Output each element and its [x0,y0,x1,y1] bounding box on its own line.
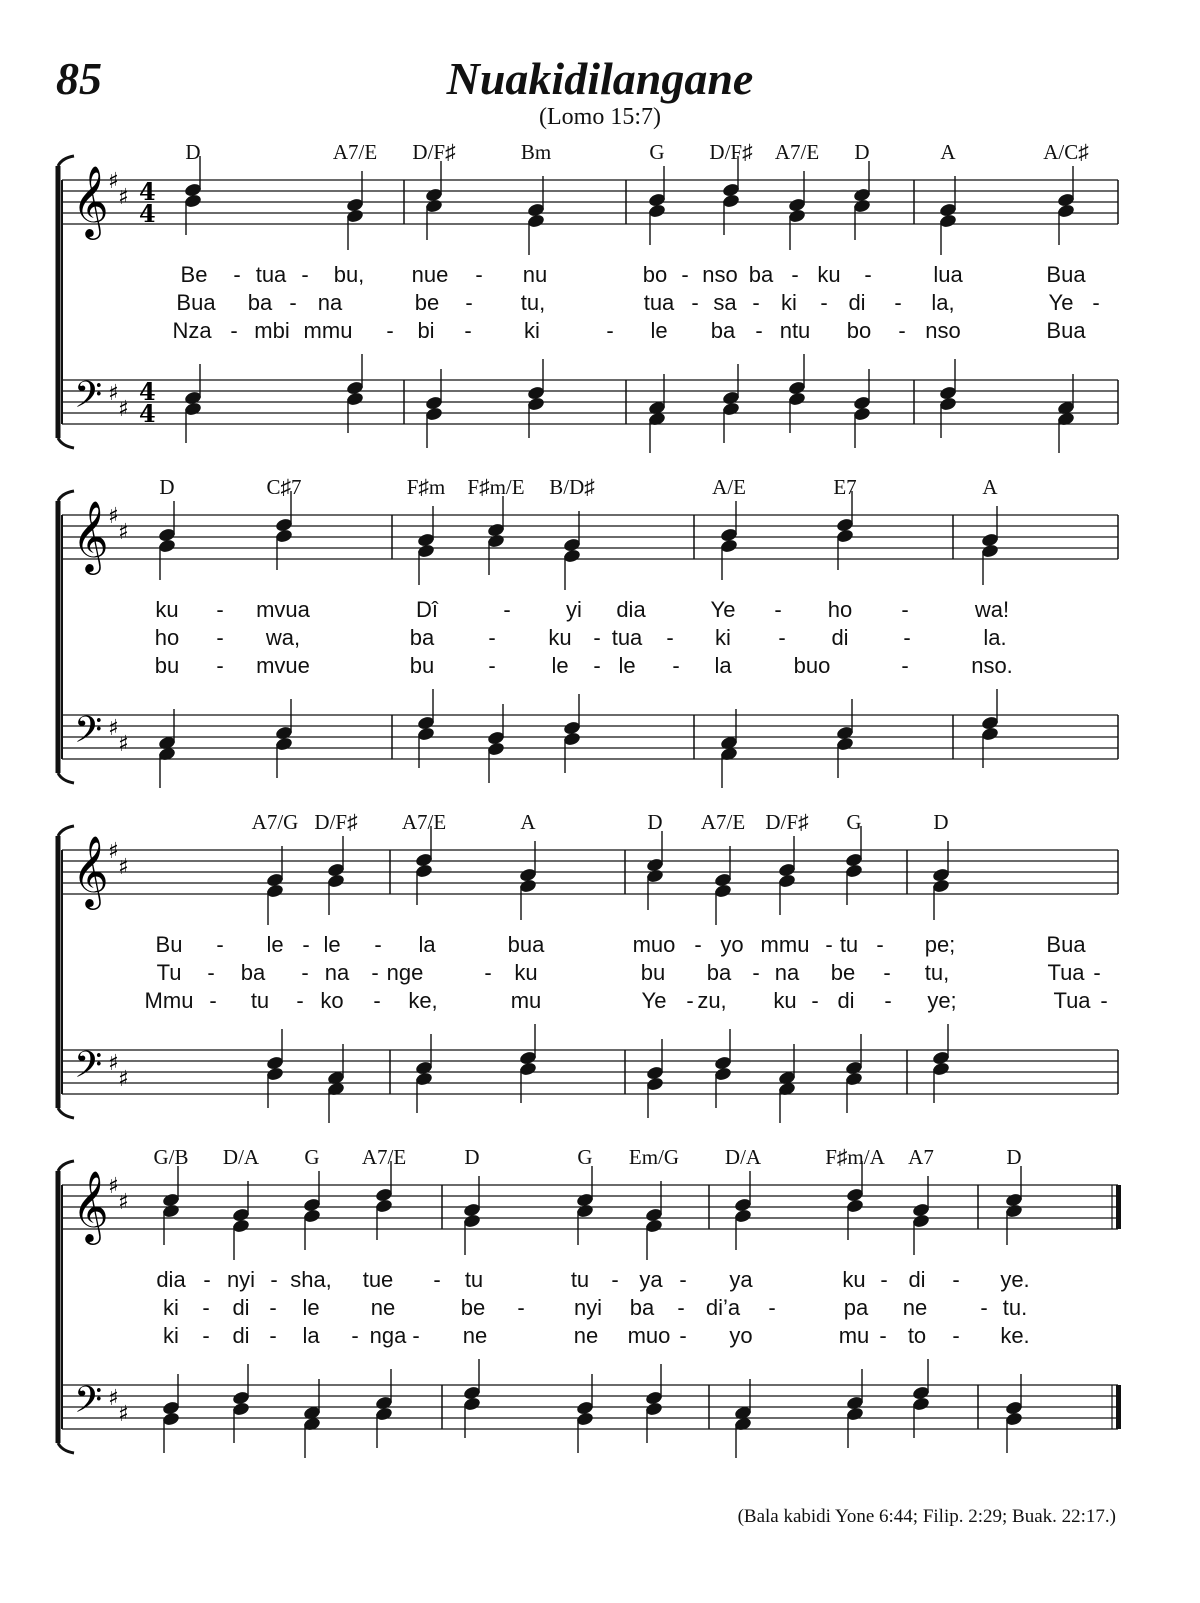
key-sharp-icon: ♯ [108,839,119,864]
lyric-syllable: di [831,625,849,650]
lyric-hyphen: - [820,290,828,315]
chord-symbol: F♯m [406,475,446,499]
lyric-syllable: bu [154,653,180,678]
lyric-hyphen: - [691,290,699,315]
lyric-syllable: nso [925,318,961,343]
lyric-hyphen: - [752,290,760,315]
lyric-syllable: nyi [573,1295,603,1320]
chord-symbol: F♯m/E [467,475,525,499]
song-number: 85 [56,53,102,104]
lyric-syllable: Nza [172,318,212,343]
lyric-hyphen: - [202,1295,210,1320]
chord-symbol: D [1006,1145,1022,1169]
lyric-hyphen: - [373,988,381,1013]
lyric-syllable: Tu [156,960,182,985]
lyric-hyphen: - [1092,290,1100,315]
lyric-hyphen: - [952,1323,960,1348]
chord-symbol: A [982,475,998,499]
lyric-syllable: tue [362,1267,394,1292]
lyric-hyphen: - [755,318,763,343]
lyric-syllable: be [460,1295,486,1320]
lyric-syllable: pe; [924,932,956,957]
lyric-syllable: tu. [1002,1295,1028,1320]
key-sharp-icon: ♯ [108,1051,119,1076]
chord-symbol: G/B [153,1145,189,1169]
lyric-syllable: yi [566,597,582,622]
bass-clef-icon: 𝄢 [74,709,103,760]
lyric-hyphen: - [488,653,496,678]
lyric-syllable: ne [902,1295,928,1320]
lyric-hyphen: - [903,625,911,650]
lyric-syllable: tua [643,290,675,315]
lyric-hyphen: - [503,597,511,622]
lyric-syllable: le [302,1295,320,1320]
lyric-syllable: ko [320,988,344,1013]
lyric-syllable: ki [524,318,540,343]
system-3 [0,810,1200,1170]
key-sharp-icon: ♯ [118,1067,129,1092]
lyric-hyphen: - [464,318,472,343]
lyric-hyphen: - [465,290,473,315]
chord-symbol: D/F♯ [314,810,358,834]
lyric-syllable: Bua [1046,262,1086,287]
lyric-syllable: ne [370,1295,396,1320]
lyric-hyphen: - [216,653,224,678]
lyric-syllable: ba [409,625,435,650]
lyric-hyphen: - [517,1295,525,1320]
lyric-syllable: tu [570,1267,590,1292]
lyric-syllable: dia [156,1267,186,1292]
lyric-syllable: yo [720,932,744,957]
lyric-hyphen: - [864,262,872,287]
lyric-syllable: Ye [710,597,736,622]
key-sharp-icon: ♯ [108,1174,119,1199]
final-barline-thick [1116,1185,1121,1229]
lyric-syllable: ki [163,1323,179,1348]
lyric-syllable: mu [838,1323,870,1348]
lyric-syllable: muo [627,1323,671,1348]
lyric-syllable: bi [417,318,435,343]
lyric-hyphen: - [694,932,702,957]
lyric-syllable: ya [729,1267,753,1292]
lyric-hyphen: - [475,262,483,287]
lyric-hyphen: - [686,988,694,1013]
lyric-syllable: di’a [705,1295,741,1320]
lyric-hyphen: - [301,262,309,287]
lyric-syllable: na [324,960,350,985]
lyric-syllable: ku [773,988,797,1013]
lyric-hyphen: - [879,1323,887,1348]
bass-clef-icon: 𝄢 [74,1379,103,1430]
chord-symbol: D/F♯ [709,140,753,164]
chord-symbol: D [464,1145,480,1169]
chord-symbol: D [159,475,175,499]
lyric-syllable: la [714,653,732,678]
lyric-syllable: ye. [1000,1267,1030,1292]
chord-symbol: D/A [222,1145,260,1169]
lyric-syllable: tu [250,988,270,1013]
chord-symbol: E7 [833,475,857,499]
lyric-syllable: na [774,960,800,985]
lyric-syllable: ba [629,1295,655,1320]
lyric-syllable: mbi [254,318,290,343]
lyric-hyphen: - [672,653,680,678]
lyric-syllable: nso [702,262,738,287]
key-sharp-icon: ♯ [118,185,129,210]
lyric-syllable: mvua [256,597,310,622]
lyric-syllable: tu [464,1267,484,1292]
lyric-hyphen: - [681,262,689,287]
lyric-syllable: ki [781,290,797,315]
lyric-syllable: ku [548,625,572,650]
lyric-hyphen: - [302,932,310,957]
lyric-hyphen: - [386,318,394,343]
chord-symbol: A7/E [774,140,820,164]
lyric-syllable: la [418,932,436,957]
lyric-syllable: wa! [974,597,1010,622]
lyric-hyphen: - [666,625,674,650]
lyric-syllable: muo [632,932,676,957]
bracket-bottom-hook [58,1108,74,1118]
lyric-syllable: bu [409,653,435,678]
lyric-hyphen: - [791,262,799,287]
time-signature-beats: 4 [139,377,156,406]
lyric-hyphen: - [883,960,891,985]
lyric-syllable: dia [616,597,646,622]
key-sharp-icon: ♯ [118,520,129,545]
lyric-syllable: ku [817,262,841,287]
chord-symbol: D/A [724,1145,762,1169]
chord-symbol: Bm [520,140,552,164]
bracket-bottom-hook [58,1443,74,1453]
lyric-syllable: Tua [1047,960,1085,985]
lyric-syllable: bo [642,262,668,287]
lyric-syllable: ba [706,960,732,985]
lyric-syllable: Ye [1048,290,1074,315]
lyric-hyphen: - [216,625,224,650]
lyric-hyphen: - [901,653,909,678]
lyric-syllable: Tua [1053,988,1091,1013]
lyric-hyphen: - [301,960,309,985]
song-title: Nuakidilangane [446,53,754,104]
key-sharp-icon: ♯ [118,1190,129,1215]
time-signature-beat-type: 4 [139,399,156,428]
lyric-syllable: le [323,932,341,957]
chord-symbol: A7/E [332,140,378,164]
lyric-hyphen: - [216,932,224,957]
lyric-syllable: Ye [641,988,667,1013]
lyric-syllable: ne [573,1323,599,1348]
lyric-syllable: be [414,290,440,315]
lyric-syllable: ke, [408,988,438,1013]
lyric-syllable: le [650,318,668,343]
lyric-syllable: ho [827,597,853,622]
lyric-syllable: ku [842,1267,866,1292]
lyric-hyphen: - [1093,960,1101,985]
key-sharp-icon: ♯ [108,1386,119,1411]
lyric-syllable: la, [931,290,955,315]
lyric-syllable: lua [933,262,963,287]
chord-symbol: A [940,140,956,164]
lyric-hyphen: - [980,1295,988,1320]
final-barline-thick [1116,1385,1121,1429]
chord-symbol: F♯m/A [825,1145,885,1169]
lyric-syllable: wa, [265,625,301,650]
chord-symbol: G [304,1145,320,1169]
lyric-syllable: mmu [303,318,353,343]
lyric-syllable: la. [983,625,1007,650]
lyric-syllable: tua [255,262,287,287]
lyric-hyphen: - [202,1323,210,1348]
lyric-hyphen: - [1100,988,1108,1013]
chord-symbol: A/C♯ [1043,140,1089,164]
lyric-syllable: tu, [520,290,546,315]
lyric-syllable: ba [748,262,774,287]
lyric-syllable: zu, [697,988,727,1013]
chord-symbol: A7/E [401,810,447,834]
bass-clef-icon: 𝄢 [74,1044,103,1095]
lyric-syllable: nu [522,262,548,287]
lyric-hyphen: - [374,932,382,957]
lyric-syllable: ba [247,290,273,315]
lyric-syllable: ke. [1000,1323,1030,1348]
lyric-hyphen: - [230,318,238,343]
lyric-syllable: bu, [333,262,365,287]
lyric-syllable: ba [710,318,736,343]
system-2 [0,475,1200,835]
treble-clef-icon: 𝄞 [72,164,109,237]
lyric-syllable: mvue [256,653,310,678]
chord-symbol: A [520,810,536,834]
lyric-syllable: bua [507,932,545,957]
lyric-hyphen: - [269,1323,277,1348]
lyric-syllable: di [908,1267,926,1292]
lyric-syllable: na [317,290,343,315]
lyric-hyphen: - [289,290,297,315]
lyric-syllable: tua [611,625,643,650]
lyric-syllable: le [266,932,284,957]
lyric-syllable: nyi [226,1267,256,1292]
system-4 [0,1145,1200,1505]
lyric-hyphen: - [611,1267,619,1292]
lyric-hyphen: - [270,1267,278,1292]
lyric-hyphen: - [216,597,224,622]
chord-symbol: G [649,140,665,164]
system-1 [0,140,1200,500]
lyric-hyphen: - [901,597,909,622]
lyric-syllable: nso. [971,653,1013,678]
lyric-hyphen: - [351,1323,359,1348]
key-sharp-icon: ♯ [108,381,119,406]
lyric-syllable: le [551,653,569,678]
lyric-hyphen: - [677,1295,685,1320]
lyric-syllable: yo [729,1323,753,1348]
chord-symbol: B/D♯ [549,475,595,499]
lyric-hyphen: - [433,1267,441,1292]
time-signature-beat-type: 4 [139,199,156,228]
lyric-hyphen: - [876,932,884,957]
lyric-hyphen: - [484,960,492,985]
lyric-hyphen: - [952,1267,960,1292]
lyric-syllable: ku [155,597,179,622]
lyric-syllable: Bua [176,290,216,315]
lyric-syllable: Bua [1046,932,1086,957]
lyric-hyphen: - [606,318,614,343]
treble-clef-icon: 𝄞 [72,499,109,572]
lyric-syllable: ho [154,625,180,650]
time-signature-beats: 4 [139,177,156,206]
bracket-bottom-hook [58,438,74,448]
lyric-syllable: di [848,290,866,315]
lyric-syllable: nga [369,1323,407,1348]
lyric-hyphen: - [371,960,379,985]
lyric-syllable: le [618,653,636,678]
key-sharp-icon: ♯ [108,169,119,194]
chord-symbol: C♯7 [266,475,302,499]
lyric-syllable: pa [843,1295,869,1320]
lyric-hyphen: - [488,625,496,650]
lyric-hyphen: - [207,960,215,985]
lyric-syllable: ne [462,1323,488,1348]
chord-symbol: A7/E [700,810,746,834]
chord-symbol: A7 [908,1145,934,1169]
lyric-syllable: Bua [1046,318,1086,343]
lyric-syllable: nue [411,262,449,287]
footnote: (Bala kabidi Yone 6:44; Filip. 2:29; Buak. 22:17.) [737,1506,1116,1527]
lyric-syllable: Mmu [144,988,194,1013]
lyric-hyphen: - [768,1295,776,1320]
lyric-syllable: be [830,960,856,985]
lyric-syllable: mu [510,988,542,1013]
treble-clef-icon: 𝄞 [72,1169,109,1242]
lyric-syllable: bu [640,960,666,985]
lyric-hyphen: - [880,1267,888,1292]
chord-symbol: A7/E [361,1145,407,1169]
lyric-syllable: ki [163,1295,179,1320]
key-sharp-icon: ♯ [118,732,129,757]
lyric-syllable: ntu [779,318,811,343]
lyric-hyphen: - [203,1267,211,1292]
lyric-syllable: di [232,1295,250,1320]
lyric-syllable: Bu [155,932,183,957]
lyric-syllable: la [302,1323,320,1348]
lyric-syllable: di [232,1323,250,1348]
key-sharp-icon: ♯ [118,1402,129,1427]
chord-symbol: G [846,810,862,834]
chord-symbol: D [185,140,201,164]
lyric-hyphen: - [593,625,601,650]
chord-symbol: G [577,1145,593,1169]
chord-symbol: Em/G [628,1145,680,1169]
key-sharp-icon: ♯ [108,716,119,741]
lyric-hyphen: - [774,597,782,622]
chord-symbol: D [647,810,663,834]
lyric-hyphen: - [679,1323,687,1348]
lyric-syllable: buo [793,653,831,678]
lyric-syllable: to [907,1323,927,1348]
lyric-syllable: di [837,988,855,1013]
chord-symbol: D [854,140,870,164]
lyric-syllable: tu [839,932,859,957]
lyric-syllable: sha, [290,1267,332,1292]
chord-symbol: A/E [712,475,746,499]
lyric-hyphen: - [752,960,760,985]
chord-symbol: D/F♯ [765,810,809,834]
lyric-syllable: nge [386,960,424,985]
lyric-hyphen: - [269,1295,277,1320]
lyric-syllable: ya [639,1267,663,1292]
bracket-bottom-hook [58,773,74,783]
chord-symbol: D/F♯ [412,140,456,164]
lyric-syllable: tu, [924,960,950,985]
key-sharp-icon: ♯ [108,504,119,529]
lyric-syllable: ki [715,625,731,650]
lyric-syllable: Be [180,262,208,287]
lyric-syllable: ba [240,960,266,985]
lyric-hyphen: - [884,988,892,1013]
lyric-syllable: bo [846,318,872,343]
lyric-syllable: ye; [927,988,957,1013]
lyric-hyphen: - [209,988,217,1013]
lyric-syllable: ku [514,960,538,985]
lyric-hyphen: - [679,1267,687,1292]
bass-clef-icon: 𝄢 [74,374,103,425]
chord-symbol: D [933,810,949,834]
lyric-hyphen: - [894,290,902,315]
lyric-hyphen: - [412,1323,420,1348]
lyric-hyphen: - [593,653,601,678]
scripture-reference: (Lomo 15:7) [539,104,661,130]
lyric-syllable: mmu [760,932,810,957]
chord-symbol: A7/G [251,810,299,834]
lyric-hyphen: - [296,988,304,1013]
lyric-hyphen: - [778,625,786,650]
key-sharp-icon: ♯ [118,397,129,422]
lyric-syllable: Dî [416,597,438,622]
lyric-hyphen: - [898,318,906,343]
lyric-hyphen: - [811,988,819,1013]
lyric-hyphen: - [825,932,833,957]
lyric-hyphen: - [233,262,241,287]
key-sharp-icon: ♯ [118,855,129,880]
lyric-syllable: sa [713,290,737,315]
treble-clef-icon: 𝄞 [72,834,109,907]
